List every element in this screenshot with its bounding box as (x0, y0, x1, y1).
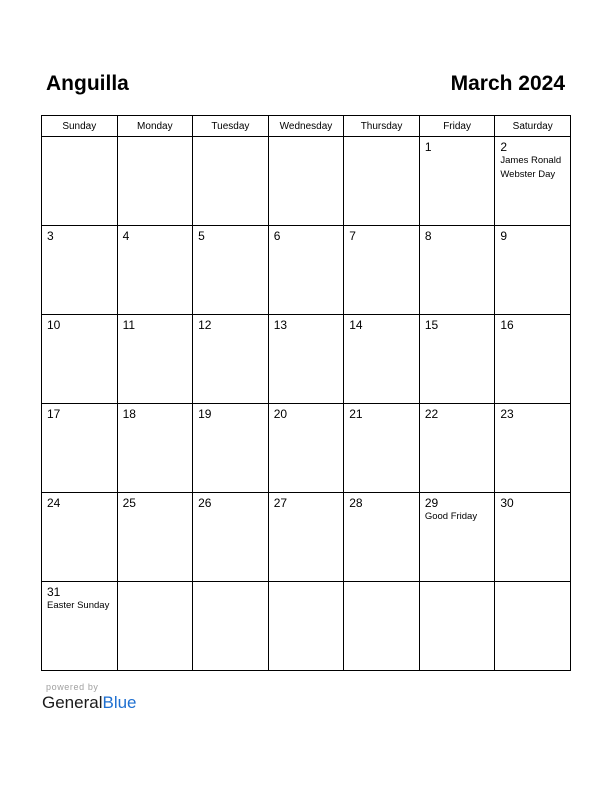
day-cell (42, 493, 118, 582)
brand-text-blue: Blue (102, 693, 137, 712)
day-cell (419, 137, 495, 226)
week-row (42, 315, 571, 404)
day-number: 14 (349, 318, 363, 332)
weekday-monday: Monday (117, 116, 193, 137)
day-number: 7 (349, 229, 356, 243)
day-cell (344, 315, 420, 404)
day-cell (495, 404, 571, 493)
day-number: 8 (424, 229, 432, 243)
day-number: 15 (424, 318, 439, 332)
weekday-saturday: Saturday (495, 116, 571, 137)
day-number: 24 (47, 496, 61, 510)
day-cell (268, 315, 344, 404)
day-number: 23 (500, 407, 514, 421)
day-number: 17 (47, 407, 61, 421)
day-number: 22 (424, 407, 439, 421)
day-cell (495, 493, 571, 582)
day-number: 11 (122, 318, 136, 332)
day-cell (344, 404, 420, 493)
day-cell (117, 582, 193, 671)
calendar-body (42, 137, 571, 671)
weekday-wednesday: Wednesday (268, 116, 344, 137)
holiday-label: James Ronald Webster Day (500, 155, 562, 180)
holiday-label: Easter Sunday (47, 600, 110, 611)
day-number (269, 137, 344, 140)
brand-text-general: General (42, 693, 103, 712)
day-cell (495, 137, 571, 226)
day-number (420, 582, 495, 585)
week-row (42, 137, 571, 226)
day-number: 6 (273, 229, 281, 243)
day-number: 1 (424, 140, 432, 154)
week-row (42, 582, 571, 671)
day-cell (268, 493, 344, 582)
weekday-header-row (42, 116, 571, 137)
weekday-thursday: Thursday (344, 116, 420, 137)
day-number (118, 582, 193, 585)
day-cell (193, 137, 269, 226)
day-cell (344, 226, 420, 315)
day-number (269, 582, 344, 585)
day-cell (344, 493, 420, 582)
weekday-tuesday: Tuesday (193, 116, 269, 137)
day-number: 19 (198, 407, 212, 421)
day-cell (344, 137, 420, 226)
day-cell (42, 404, 118, 493)
generalblue-logo[interactable] (42, 693, 137, 713)
holiday-label: Good Friday (424, 511, 478, 522)
week-row (42, 493, 571, 582)
day-cell (193, 582, 269, 671)
day-cell (117, 226, 193, 315)
day-number: 13 (273, 318, 288, 332)
day-cell (268, 137, 344, 226)
day-cell (268, 582, 344, 671)
day-cell (193, 404, 269, 493)
day-cell (117, 404, 193, 493)
day-cell (193, 315, 269, 404)
day-number: 9 (500, 229, 508, 243)
day-number: 26 (198, 496, 212, 510)
day-number: 16 (500, 318, 514, 332)
day-number: 5 (198, 229, 205, 243)
week-row (42, 404, 571, 493)
day-cell (193, 226, 269, 315)
day-number: 12 (198, 318, 212, 332)
day-number: 4 (122, 229, 130, 243)
day-number (495, 582, 570, 585)
day-number: 21 (349, 407, 363, 421)
country-title: Anguilla (46, 72, 129, 95)
day-cell (344, 582, 420, 671)
day-cell (495, 315, 571, 404)
day-number: 2 (500, 140, 508, 154)
weekday-friday: Friday (419, 116, 495, 137)
day-number (193, 137, 268, 140)
day-number: 28 (349, 496, 363, 510)
day-number: 20 (273, 407, 288, 421)
day-cell (42, 137, 118, 226)
month-year-title: March 2024 (450, 72, 565, 95)
week-row (42, 226, 571, 315)
day-cell (268, 226, 344, 315)
day-cell (193, 493, 269, 582)
day-number: 10 (47, 318, 61, 332)
day-cell (419, 582, 495, 671)
day-number (42, 137, 117, 140)
day-cell (495, 582, 571, 671)
powered-by-label: powered by (46, 682, 99, 692)
day-number: 3 (47, 229, 54, 243)
day-cell (42, 226, 118, 315)
day-cell (419, 315, 495, 404)
day-cell (117, 493, 193, 582)
day-number: 29 (424, 496, 439, 510)
day-number (193, 582, 268, 585)
calendar-grid (41, 115, 571, 671)
day-cell (419, 226, 495, 315)
day-number: 25 (122, 496, 136, 510)
day-number: 18 (122, 407, 136, 421)
weekday-sunday: Sunday (42, 116, 118, 137)
day-number: 27 (273, 496, 288, 510)
day-number (344, 582, 419, 585)
day-cell (42, 582, 118, 671)
day-number (118, 137, 193, 140)
day-cell (117, 137, 193, 226)
day-number: 31 (47, 585, 61, 599)
day-cell (117, 315, 193, 404)
day-cell (419, 404, 495, 493)
day-number: 30 (500, 496, 514, 510)
day-cell (495, 226, 571, 315)
day-cell (42, 315, 118, 404)
day-number (344, 137, 419, 140)
day-cell (419, 493, 495, 582)
day-cell (268, 404, 344, 493)
